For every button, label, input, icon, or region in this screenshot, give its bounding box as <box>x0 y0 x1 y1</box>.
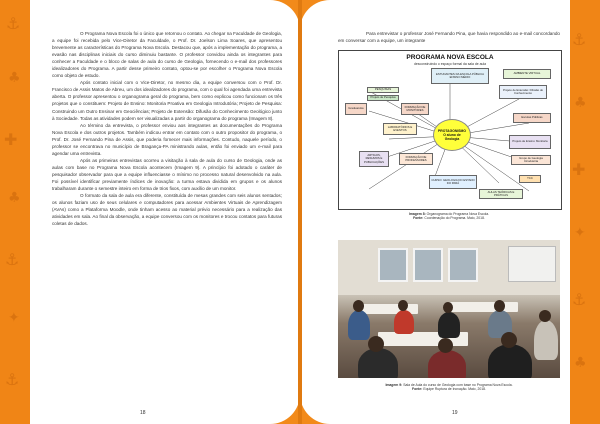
diagram-node: TCC <box>519 175 541 183</box>
diagram-node: ARTIGOS, RESUMOS E PUBLICAÇÕES <box>359 151 389 167</box>
classroom-photo <box>338 240 560 378</box>
footprint-icon: ♣ <box>8 70 21 86</box>
paragraph: Após contato inicial com o Vice-Diretor, no mesmo dia, a equipe conversou com o Prof. Dr. Francisco de Assis Matos de Abreu, um dos idealizadores do programa, com o qual foi agendada uma entrevista aberta. O professor apresentou o organograma geral do programa, bem como explicou como funcionam os três projetos que o constituem: Projeto de Ensino: Monitoria Proativa em Geologia Introdutória; Projeto de Pesquisa: Construindo um Outro Ensinar em Geociências; Projeto de Extensão: Difusão do Conhecimento Geológico junto à Sociedade. Todas as atividades podem ser visualizadas a partir do organograma do programa (Imagem 8). <box>52 80 282 121</box>
diagram-center-node: PROTAGONISMO O aluno de Geologia <box>433 119 471 151</box>
anchor-icon: ⚓ <box>6 14 21 33</box>
photo-window <box>413 248 443 282</box>
page-number-right: 19 <box>452 410 458 416</box>
caption-source: Equipe Ruptura de Inovação. Maio, 2018. <box>423 387 486 392</box>
diagram-node: FORMAÇÃO DE PROFESSORES <box>399 153 433 165</box>
photo-caption <box>338 383 560 392</box>
footprint-icon: ♣ <box>574 355 587 371</box>
caption-source: Coordenação do Programa. Maio, 2018. <box>424 216 485 221</box>
photo-student-head <box>501 332 517 348</box>
paragraph: O Programa Nova Escola foi o único que retornou o contato. Ao chegar na Faculdade de Geologia, a equipe foi recebida pelo Vice-Diretor da Faculdade, o Prof. Dr. Joelson Lima Soares, que apresentou brevemente as características do Programa Nova Escola. Destacou que, após a implementação do programa, a evasão nas disciplinas iniciais do curso diminuiu bastante. O professor convidou ainda os integrantes para conhecer a Faculdade e o bloco de salas de aula do curso de Geologia, fornecendo o e-mail dos professores idealizadores do Programa. A partir desse primeiro contato, optou-se por escolher o Programa Nova Escola como objeto de estudo. <box>52 31 282 79</box>
organogram-figure <box>338 50 562 210</box>
anchor-icon: ⚓ <box>572 30 587 49</box>
anchor-icon: ⚓ <box>5 370 20 389</box>
paragraph: Ao término da entrevista, o professor enviou aos integrantes as documentações do Programa Nova Escola e dos outros projetos. Também indicou entrar em contato com o outro propositor do programa, o Prof. Dr. José Fernando Pina de Assis, que poderia fornecer mais informações. Contudo, naquele período, o professor se encontrava no município de Bragança-PA ministrando aulas, então foi enviado um e-mail para agendar uma entrevista. <box>52 122 282 156</box>
photo-student-head <box>398 300 408 311</box>
caption-label: Imagem 9: <box>385 383 403 387</box>
photo-student <box>394 310 414 334</box>
diagram-node: Escolas Públicas <box>513 113 551 123</box>
paragraph: Para entrevistar o professor José Fernando Pina, que havia respondido ao e-mail concordando em conversar com a equipe, um integrante <box>338 31 560 44</box>
caption-label: Imagem 8: <box>408 212 426 216</box>
caption-text: Sala de Aula do curso de Geologia com base no Programa Nova Escola. <box>403 383 513 387</box>
star-icon: ✦ <box>574 225 586 241</box>
diagram-node: CURSO: GEOLOGIA DO ESTADO DO PARÁ <box>429 175 477 189</box>
diagram-node: AULAS TEÓRICAS E PRÁTICAS <box>479 189 523 199</box>
photo-student <box>358 348 398 378</box>
photo-student-head <box>353 300 364 312</box>
cross-icon: ✚ <box>572 160 586 179</box>
diagram-node: Projeto de Pesquisa <box>367 95 399 101</box>
footprint-icon: ♣ <box>8 190 21 206</box>
diagram-node: PESQUISAS <box>367 87 399 93</box>
diagram-node: LABORATÓRIOS E EVENTOS <box>383 123 417 135</box>
paragraph: Após as primeiras entrevistas ocorreu a visitação à sala de aula do curso de Geologia, onde as aulas com base no Programa Nova Escola acontecem (Imagem 9). A princípio foi adotado o caráter de pesquisador observador para que a equipe influenciasse o mínimo no processo natural desenvolvido na aula. Foi possível identificar previamente índices de inovação: a turma estava dividida em grupos e os alunos trabalharam durante o semestre inteiro em forma de trios fixos, com auxílio de um monitor. <box>52 157 282 192</box>
book-spine <box>298 0 302 424</box>
photo-student <box>534 320 558 360</box>
diagram-node: Graduandos <box>345 103 367 115</box>
caption-text: Organograma do Programa Nova Escola. <box>426 212 490 216</box>
photo-student-head <box>539 310 551 322</box>
page-number-left: 18 <box>140 410 146 416</box>
star-icon: ✦ <box>8 310 20 326</box>
right-page-intro <box>338 30 560 44</box>
figure-caption <box>338 212 560 221</box>
footprint-icon: ♣ <box>574 95 587 111</box>
photo-student <box>428 350 466 378</box>
photo-whiteboard <box>508 246 556 282</box>
diagram-node: Grupo de Geologia Introdutória <box>511 155 551 165</box>
photo-table <box>448 302 518 312</box>
photo-student-head <box>443 302 453 313</box>
diagram-node: ESTUDANTES DA ESCOLA PÚBLICA ENSINO MÉDIO <box>431 68 489 84</box>
photo-student-head <box>368 336 384 352</box>
caption-source-label: Fonte: <box>412 387 423 392</box>
diagram-node: FORMAÇÃO DE MONITORES <box>401 103 429 115</box>
photo-student-head <box>494 300 505 312</box>
diagram-node: Projeto de Ensino: Monitoria <box>509 135 551 149</box>
diagram-subtitle: desconstruindo o espaço formal da sala de aula <box>413 62 486 66</box>
photo-student <box>488 344 532 378</box>
diagram-title: PROGRAMA NOVA ESCOLA <box>406 54 494 61</box>
diagram-node: AMBIENTE VIRTUAL <box>503 69 551 79</box>
anchor-icon: ⚓ <box>572 290 587 309</box>
photo-student-head <box>438 338 453 353</box>
photo-window <box>378 248 408 282</box>
photo-window <box>448 248 478 282</box>
paragraph: O formato da sala de aula era diferente, constituída de mesas grandes com seis alunos sentados; os alunos faziam uso de seus celulares e computadores para acessar Ambientes Virtuais de Aprendizagem (AVAs) como a Plataforma Moodle, onde tinham acesso ao material prévio necessário para a realização das atividades em sala. Ao final da observação, a equipe conversou com os monitores e trocou contatos para futuras coletas de dados. <box>52 193 282 227</box>
diagram-node: Projeto de Extensão: Difusão do Conhecimento <box>499 85 547 99</box>
anchor-icon: ⚓ <box>5 250 20 269</box>
photo-student <box>348 310 370 340</box>
left-page-text <box>52 30 282 227</box>
caption-source-label: Fonte: <box>413 216 424 221</box>
photo-student <box>438 312 460 338</box>
cross-icon: ✚ <box>4 130 18 149</box>
